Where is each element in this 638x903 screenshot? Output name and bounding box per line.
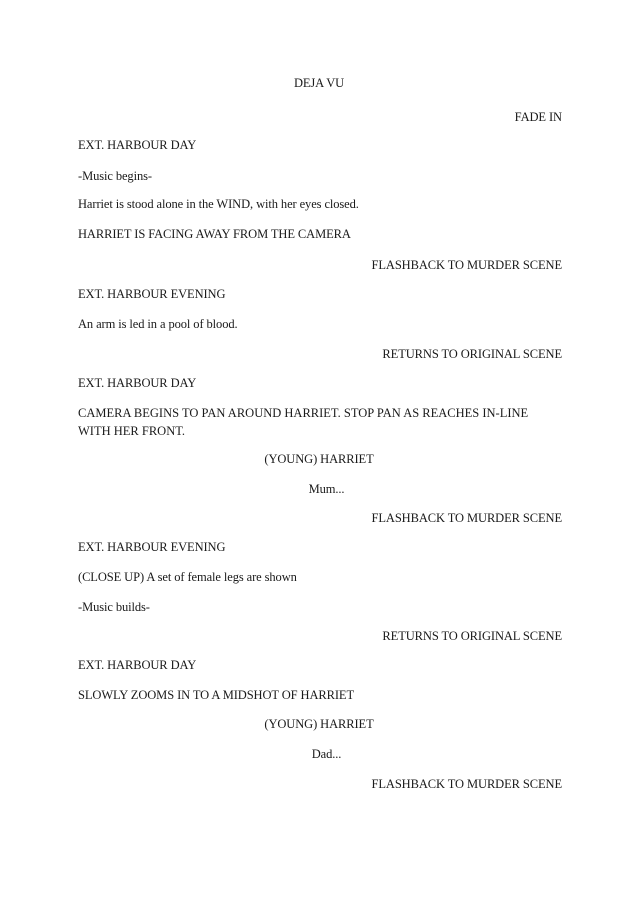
transition-flashback-3: FLASHBACK TO MURDER SCENE — [371, 777, 562, 791]
transition-flashback-1: FLASHBACK TO MURDER SCENE — [371, 258, 562, 272]
scene-heading-3: EXT. HARBOUR DAY — [78, 376, 197, 390]
scene-heading-2: EXT. HARBOUR EVENING — [78, 287, 226, 301]
dialogue-2: Dad... — [311, 747, 342, 761]
transition-returns-2: RETURNS TO ORIGINAL SCENE — [382, 629, 562, 643]
action-line-3: An arm is led in a pool of blood. — [78, 317, 238, 331]
scene-heading-4: EXT. HARBOUR EVENING — [78, 540, 226, 554]
action-line-6: SLOWLY ZOOMS IN TO A MIDSHOT OF HARRIET — [78, 688, 355, 702]
action-line-2: HARRIET IS FACING AWAY FROM THE CAMERA — [78, 227, 351, 241]
transition-fade-in: FADE IN — [514, 110, 562, 124]
character-name-2: (YOUNG) HARRIET — [264, 717, 374, 731]
action-line-1: Harriet is stood alone in the WIND, with her eyes closed. — [78, 197, 359, 211]
transition-returns-1: RETURNS TO ORIGINAL SCENE — [382, 347, 562, 361]
transition-flashback-2: FLASHBACK TO MURDER SCENE — [371, 511, 562, 525]
script-title: DEJA VU — [293, 76, 345, 90]
character-name-1: (YOUNG) HARRIET — [264, 452, 374, 466]
music-cue-begins: -Music begins- — [78, 169, 152, 183]
action-line-4: CAMERA BEGINS TO PAN AROUND HARRIET. STOP PAN AS REACHES IN-LINE WITH HER FRONT. — [78, 406, 529, 438]
dialogue-1: Mum... — [308, 482, 345, 496]
scene-heading-5: EXT. HARBOUR DAY — [78, 658, 197, 672]
scene-heading-1: EXT. HARBOUR DAY — [78, 138, 197, 152]
music-cue-builds: -Music builds- — [78, 600, 150, 614]
action-line-5: (CLOSE UP) A set of female legs are shown — [78, 570, 297, 584]
